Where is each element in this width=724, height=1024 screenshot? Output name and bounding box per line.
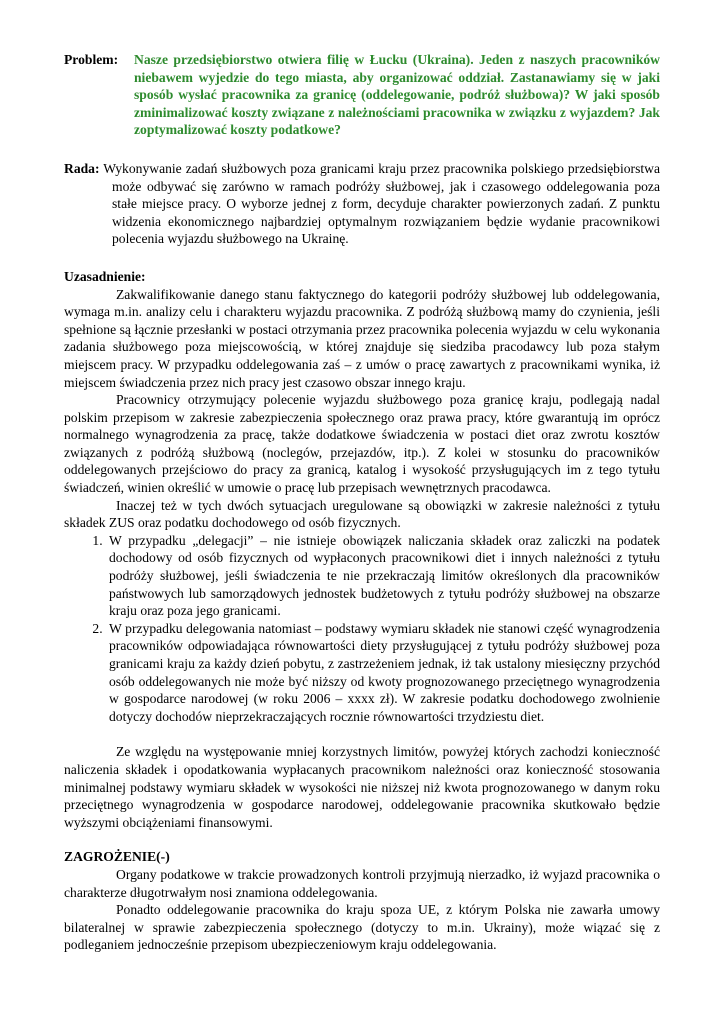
problem-text: Nasze przedsiębiorstwo otwiera filię w Łucku (Ukraina). Jeden z naszych pracowników niebawem wyjedzie do tego miasta, aby organizować oddział. Zastanawiamy się w jaki sposób wysłać pracownika za granicę (oddelegowanie, podróż służbowa)? W jaki sposób zminimalizować koszty związane z należnościami pracownika w związku z wyjazdem? Jak zoptymalizować koszty podatkowe?	[134, 52, 660, 138]
zagrozenie-paragraph-1: Organy podatkowe w trakcie prowadzonych kontroli przyjmują nierzadko, iż wyjazd pracownika o charakterze długotrwałym nosi znamiona oddelegowania.	[64, 866, 660, 900]
uzasadnienie-heading: Uzasadnienie:	[64, 268, 146, 284]
problem-section	[64, 51, 660, 139]
uzasadnienie-paragraph-3: Inaczej też w tych dwóch sytuacjach uregulowane są obowiązki w zakresie należności z tytułu składek ZUS oraz podatku dochodowego od osób fizycznych.	[64, 497, 660, 531]
rada-text: Wykonywanie zadań służbowych poza granicami kraju przez pracownika polskiego przedsiębiorstwa może odbywać się zarówno w ramach podróży służbowej, jak i czasowego oddelegowania poza stałe miejsce pracy. O wyborze jednej z form, decyduje charakter powierzonych zadań. Z punktu widzenia ekonomicznego najbardziej optymalnym rozwiązaniem będzie wydanie pracownikowi polecenia wyjazdu służbowego na Ukrainę.	[103, 160, 660, 247]
list-item: 2. W przypadku delegowania natomiast – podstawy wymiaru składek nie stanowi część wynagrodzenia pracowników odpowiadająca równowartości diety przysługującej z tytułu podróży służbowej poza granicami kraju za każdy dzień pobytu, z zastrzeżeniem jednak, iż tak ustalony miesięczny przychód osób oddelegowanych nie może być niższy od kwoty prognozowanego przeciętnego wynagrodzenia w gospodarce narodowej (w roku 2006 – xxxx zł). W zakresie podatku dochodowego zwolnienie dotyczy dochodów nieprzekraczających rocznie równowartości trzydziestu diet.	[106, 620, 660, 726]
zagrozenie-heading: ZAGROŻENIE(-)	[64, 849, 170, 865]
list-item: 1. W przypadku „delegacji” – nie istnieje obowiązek naliczania składek oraz zaliczki na podatek dochodowy od osób fizycznych od wypłaconych pracownikowi diet i innych należności z tytułu podróży służbowej, jeśli świadczenia te nie przekraczają limitów określonych dla pracowników państwowych lub samorządowych jednostek budżetowych z tytułu podróży służbowej na obszarze kraju oraz poza jego granicami.	[106, 532, 660, 620]
zagrozenie-paragraph-2: Ponadto oddelegowanie pracownika do kraju spoza UE, z którym Polska nie zawarła umowy bilateralnej w sprawie zabezpieczenia społecznego (dotyczy to m.in. Ukrainy), może wiązać się z podleganiem jednocześnie przepisom ubezpieczeniowym kraju oddelegowania.	[64, 902, 660, 953]
spacer	[64, 725, 660, 743]
problem-label: Problem:	[64, 52, 119, 67]
uzasadnienie-paragraph-1: Zakwalifikowanie danego stanu faktycznego do kategorii podróży służbowej lub oddelegowania, wymaga m.in. analizy celu i charakteru wyjazdu pracownika. Z podróżą służbową mamy do czynienia, jeśli spełnione są łącznie przesłanki w postaci otrzymania przez pracownika polecenia wyjazdu w celu wykonania zadania służbowego poza miejscowością, w której znajduje się siedziba pracodawcy lub poza stałym miejscem pracy. W przypadku oddelegowania zaś – z umów o pracę zawartych z pracownikami wynika, iż miejscem świadczenia przez nich pracy jest czasowo obszar innego kraju.	[64, 286, 660, 390]
uzasadnienie-paragraph-2: Pracownicy otrzymujący polecenie wyjazdu służbowego poza granicę kraju, podlegają nadal polskim przepisom w zakresie zabezpieczenia społecznego oraz prawa pracy, które gwarantują im oprócz normalnego wynagrodzenia za pracę, także dodatkowe świadczenia w postaci diet oraz zwrotu kosztów związanych z podróżą służbową (noclegów, przejazdów, itp.). Z kolei w stosunku do pracowników oddelegowanych przejściowo do pracy za granicą, katalog i wysokość przysługujących im z tego tytułu świadczeń, winien określić w umowie o pracę lub przepisach wewnętrznych pracodawca.	[64, 392, 660, 496]
rada-section	[64, 160, 660, 248]
uzasadnienie-paragraph-4: Ze względu na występowanie mniej korzystnych limitów, powyżej których zachodzi konieczność naliczenia składek i opodatkowania wypłacanych pracownikom należności oraz konieczność stosowania minimalnej podstawy wymiaru składek w wysokości nie niższej niż kwota prognozowanego w danym roku przeciętnego wynagrodzenia w gospodarce narodowej, oddelegowanie pracownika skutkowało będzie wyższymi obciążeniami finansowymi.	[64, 744, 660, 830]
rada-label: Rada:	[64, 160, 100, 176]
uzasadnienie-list	[64, 532, 660, 726]
